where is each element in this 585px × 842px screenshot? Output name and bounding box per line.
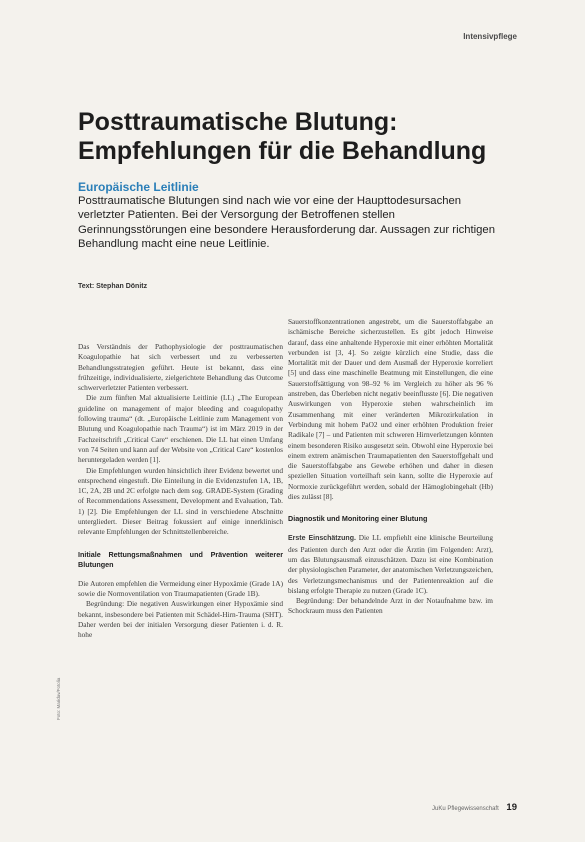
run-in-heading: Erste Einschätzung. (288, 535, 356, 543)
section-heading: Initiale Rettungsmaßnahmen und Prävention weiterer Blutungen (78, 549, 283, 569)
paragraph (288, 533, 493, 596)
paragraph: Die zum fünften Mal aktualisierte Leitlinie (LL) „The European guideline on management of major bleeding and coagulopathy following trauma“ (dt. „Europäische Leitlinie zum Management von Blutung und Koagulopathie nach Trauma“) ist im März 2019 in der Fachzeitschrift „Critical Care“ erschienen. Die LL hat einen Umfang von 74 Seiten und kann auf der Website von „Critical Care“ kostenlos heruntergeladen werden [1]. (78, 393, 283, 465)
paragraph: Begründung: Die negativen Auswirkungen einer Hypoxämie sind bekannt, insbesondere bei Patienten mit Schädel-Hirn-Trauma (SHT). Daher werden bei der initialen Versorgung dieser Patienten i. d. R. hohe (78, 599, 283, 640)
photo-credit: Foto: Maridav/Fotolia (56, 677, 61, 720)
section-heading: Diagnostik und Monitoring einer Blutung (288, 514, 428, 524)
page-footer (432, 802, 517, 813)
left-column (78, 342, 283, 640)
paragraph: Die Autoren empfehlen die Vermeidung einer Hypoxämie (Grade 1A) sowie die Normoventilation von Traumapatienten (Grade 1B). (78, 578, 283, 598)
page-number: 19 (506, 802, 517, 813)
paragraph: Begründung: Der behandelnde Arzt in der Notaufnahme bzw. im Schockraum muss den Patienten (288, 596, 493, 616)
paragraph: Die Empfehlungen wurden hinsichtlich ihrer Evidenz bewertet und entsprechend eingestuft. Die Einteilung in die Evidenzstufen 1A, 1B, 1C, 2A, 2B und 2C erfolgte nach dem sog. GRADE-System (Grading of Recommendations Assessment, Development and Evaluation, Tab. 1) [2]. Die Empfehlungen der LL sind in verschiedene Abschnitte untergliedert. Dieser Beitrag fokussiert auf einige innerklinisch relevante Empfehlungen der Schnittstellenbereiche. (78, 465, 283, 537)
footer-brand: JuKu Pflegewissenschaft (432, 806, 499, 812)
article-lead: Posttraumatische Blutungen sind nach wie vor eine der Haupttodesursachen verletzter Patienten. Bei der Versorgung der Betroffenen stellen Gerinnungsstörungen eine besondere Herausforderung dar. Aussagen zur richtigen Behandlung macht eine neue Leitlinie. (78, 195, 496, 250)
article-title: Posttraumatische Blutung: Empfehlungen für die Behandlung (78, 108, 487, 165)
paragraph-text: Die LL empfiehlt eine klinische Beurteilung des Patienten durch den Arzt oder die Ärztin (im Folgenden: Arzt), um das Blutungsausmaß einzuschätzen. Dazu ist eine Kombination der physiologischen Parameter, der anatomischen Verletzungszeichen, des Verletzungsmechanismus und der Patientenreaktion auf die bislang erfolgte Therapie zu nutzen (Grade 1C). (288, 533, 493, 595)
right-column (288, 317, 493, 617)
article-author: Text: Stephan Dönitz (78, 283, 148, 290)
paragraph: Sauerstoffkonzentrationen angestrebt, um die Sauerstoffabgabe an ischämische Bereiche sicherzustellen. Es gibt jedoch Hinweise darauf, dass eine anhaltende Hyperoxie mit einer erhöhten Mortalität verbunden ist [3, 4]. So zeigte kürzlich eine Studie, dass die Mortalität mit der Dauer und dem Ausmaß der Hyperoxie korreliert [5] und dass eine maschinelle Beatmung mit Einstellungen, die eine Sauerstoffsättigung von 98–92 % im Vergleich zu höher als 96 % anstreben, das Überleben nicht negativ beeinflusste [6]. Die negativen Auswirkungen von Hyperoxie stehen wahrscheinlich im Zusammenhang mit einer veränderten Mikrozirkulation in Verbindung mit hohem PaO2 und einer erhöhten Produktion freier Radikale [7] – und Patienten mit schweren Hirnverletzungen könnten einem besonderen Risiko ausgesetzt sein. Obwohl eine Hyperoxie bei einem extrem anämischen Traumapatienten den Sauerstoffgehalt und die Sauerstoffabgabe ans Gewebe erhöhen und daher in diesen speziellen Situation vorteilhaft sein kann, sollte die Hyperoxie auf Normoxie zurückgeführt werden, sobald der Hämoglobingehalt (Hb) dies zulässt [8]. (288, 317, 493, 502)
section-label: Intensivpflege (463, 32, 517, 41)
article-kicker: Europäische Leitlinie (78, 180, 199, 194)
paragraph: Das Verständnis der Pathophysiologie der posttraumatischen Koagulopathie hat sich verbessert und zu verbesserten Behandlungsstrategien geführt. Heute ist bekannt, dass eine frühzeitige, individualisierte, zielgerichtete Behandlung das Outcome schwerverletzter Patienten verbessert. (78, 342, 283, 393)
